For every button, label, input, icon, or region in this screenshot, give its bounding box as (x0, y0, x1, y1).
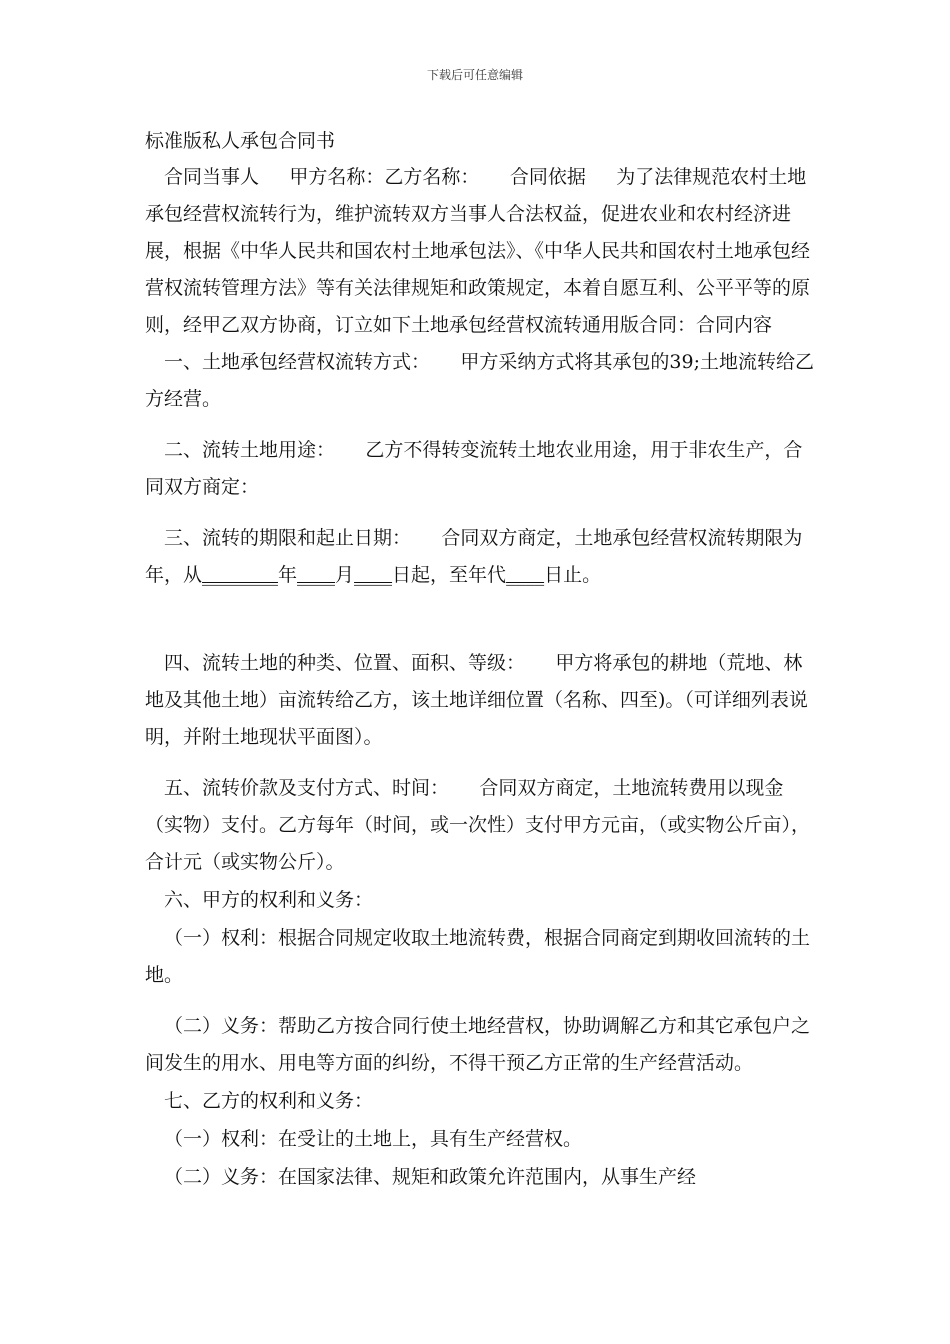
section-2-body: 乙方不得转变流转土地农业用途，用于非农生产，合同双方商定： (145, 439, 803, 498)
label-day-to: 日起，至年代 (392, 564, 507, 586)
document-title: 标准版私人承包合同书 (145, 130, 336, 152)
section-1 (145, 344, 815, 418)
parties-label: 合同当事人 (164, 166, 260, 188)
section-7-right (145, 1121, 815, 1158)
blank-start-year: ________ (202, 564, 279, 586)
blank-start-day: ____ (354, 564, 393, 586)
section-5-head: 五、流转价款及支付方式、时间： (164, 777, 450, 799)
section-1-body: 甲方采纳方式将其承包的39;土地流转给乙方经营。 (145, 351, 814, 410)
basis-text: 为了法律规范农村土地承包经营权流转行为，维护流转双方当事人合法权益，促进农业和农村经济进展，根据《中华人民共和国农村土地承包法》、《中华人民共和国农村土地承包经营权流转管理方法》等有关法律规矩和政策规定，本着自愿互利、公平平等的原则，经甲乙双方协商，订立如下土地承包经营权流转通用版合同：合同内容 (145, 166, 811, 336)
section-3 (145, 520, 815, 594)
blank-end-day: ____ (506, 564, 545, 586)
label-end: 日止。 (544, 564, 602, 586)
section-6-right (145, 920, 815, 994)
section-7-head (145, 1083, 815, 1120)
section-4 (145, 645, 815, 756)
section-6-head (145, 882, 815, 919)
label-year: 年 (278, 564, 298, 586)
section-7-right-text: （一）权利：在受让的土地上，具有生产经营权。 (164, 1128, 583, 1150)
section-4-body: 甲方将承包的耕地（荒地、林地及其他土地）亩流转给乙方，该土地详细位置（名称、四至)。（可详细列表说明，并附土地现状平面图）。 (145, 652, 808, 748)
section-6-duty (145, 1008, 815, 1082)
section-6-duty-text: （二）义务：帮助乙方按合同行使土地经营权，协助调解乙方和其它承包户之间发生的用水、用电等方面的纠纷，不得干预乙方正常的生产经营活动。 (145, 1015, 811, 1074)
section-7-duty (145, 1159, 815, 1196)
section-6-right-text: （一）权利：根据合同规定收取土地流转费，根据合同商定到期收回流转的土地。 (145, 927, 811, 986)
section-7-duty-text: （二）义务：在国家法律、规矩和政策允许范围内，从事生产经 (164, 1166, 697, 1188)
paragraph-parties (145, 159, 815, 344)
section-2-head: 二、流转土地用途： (164, 439, 336, 461)
section-1-head: 一、土地承包经营权流转方式： (164, 351, 431, 373)
header-note: 下载后可任意编辑 (426, 68, 523, 82)
basis-label: 合同依据 (509, 166, 586, 188)
section-3-body: 合同双方商定，土地承包经营权流转期限为年，从 (145, 527, 803, 586)
party-names: 甲方名称：乙方名称： (289, 166, 480, 188)
section-5-body: 合同双方商定，土地流转费用以现金（实物）支付。乙方每年（时间，或一次性）支付甲方元亩，（或实物公斤亩），合计元（或实物公斤）。 (145, 777, 811, 873)
section-6-title: 六、甲方的权利和义务： (164, 889, 374, 911)
label-month: 月 (335, 564, 355, 586)
section-2 (145, 432, 815, 506)
section-4-head: 四、流转土地的种类、位置、面积、等级： (164, 652, 526, 674)
document-body (145, 124, 815, 1196)
section-5 (145, 770, 815, 881)
section-7-title: 七、乙方的权利和义务： (164, 1090, 374, 1112)
blank-start-month: ____ (297, 564, 336, 586)
section-3-head: 三、流转的期限和起止日期： (164, 527, 412, 549)
